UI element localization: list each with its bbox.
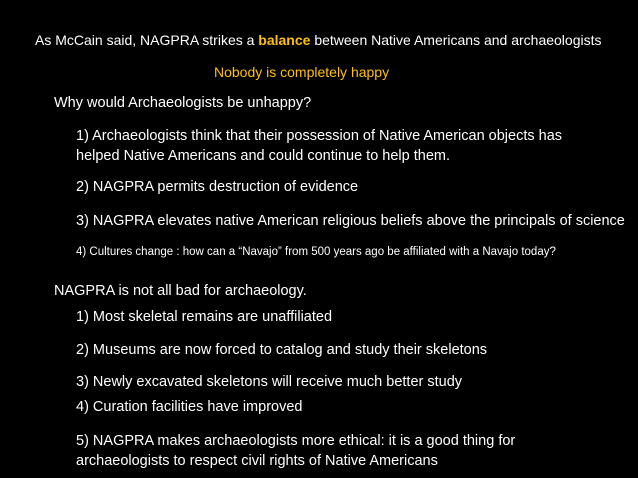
section2-item-3: 3) Newly excavated skeletons will receive much better study — [76, 374, 463, 390]
section2-item-1: 1) Most skeletal remains are unaffiliated — [76, 309, 333, 325]
slide-subtitle: Nobody is completely happy — [214, 64, 390, 80]
section2-item-5: 5) NAGPRA makes archaeologists more ethical: it is a good thing for archaeologists to respect civil rights of Native Americans — [76, 433, 516, 469]
section2-heading: NAGPRA is not all bad for archaeology. — [54, 283, 307, 299]
title-before: As McCain said, NAGPRA strikes a — [35, 32, 259, 48]
section1-heading: Why would Archaeologists be unhappy? — [54, 95, 312, 111]
section2-item-4: 4) Curation facilities have improved — [76, 399, 303, 415]
title-highlight: balance — [258, 32, 311, 48]
section1-item-3: 3) NAGPRA elevates native American religious beliefs above the principals of science — [76, 213, 625, 229]
section1-item-2: 2) NAGPRA permits destruction of evidence — [76, 179, 359, 195]
slide-title — [35, 30, 602, 50]
section1-item-1: 1) Archaeologists think that their possession of Native American objects has helped Native Americans and could continue to help them. — [76, 128, 563, 164]
section1-item-4: 4) Cultures change : how can a “Navajo” from 500 years ago be affiliated with a Navajo today? — [76, 246, 556, 258]
title-after: between Native Americans and archaeologists — [310, 32, 602, 48]
section2-item-2: 2) Museums are now forced to catalog and study their skeletons — [76, 342, 488, 358]
